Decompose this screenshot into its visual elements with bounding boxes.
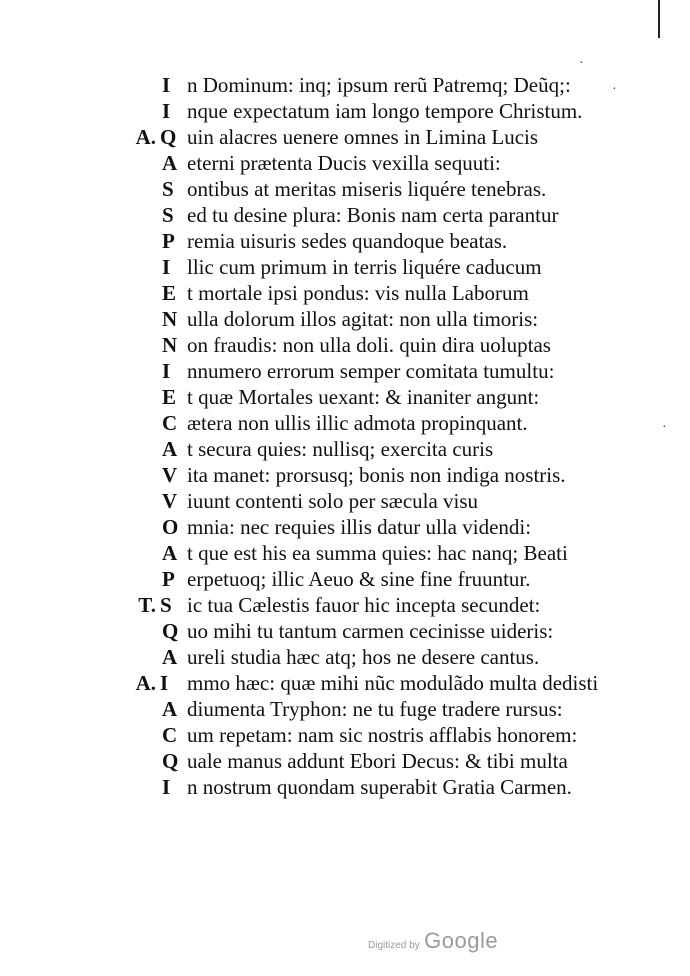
verse-text: ic tua Cælestis fauor hic incepta secundet: <box>187 593 541 617</box>
verse-line <box>0 280 690 306</box>
google-brand: Google <box>424 928 499 953</box>
verse-text: n Dominum: inq; ipsum rerũ Patremq; Deũq;: <box>187 73 571 97</box>
verse-line <box>0 358 690 384</box>
verse-line <box>0 670 690 696</box>
verse-initial: N <box>162 307 178 331</box>
verse-line <box>0 306 690 332</box>
verse-text: llic cum primum in terris liquére caducum <box>187 255 542 279</box>
verse-line <box>0 436 690 462</box>
digitized-by-label: Digitized by <box>368 940 420 951</box>
verse-initial: V <box>162 489 178 513</box>
verse-line <box>0 254 690 280</box>
verse-text: erpetuoq; illic Aeuo & sine fine fruuntur. <box>187 567 531 591</box>
verse-text: ætera non ullis illic admota propinquant. <box>187 411 528 435</box>
speaker-marker: A. <box>135 671 156 695</box>
verse-initial: E <box>162 281 177 305</box>
verse-initial: I <box>162 359 171 383</box>
verse-line <box>0 384 690 410</box>
verse-text: on fraudis: non ulla doli. quin dira uoluptas <box>187 333 551 357</box>
verse-text: t que est his ea summa quies: hac nanq; Beati <box>187 541 568 565</box>
ink-speck: · <box>612 82 617 97</box>
verse-initial: S <box>160 593 172 617</box>
verse-initial: I <box>162 73 171 97</box>
verse-text: mmo hæc: quæ mihi nũc modulãdo multa dedisti <box>187 671 599 695</box>
speaker-marker: T. <box>138 593 156 617</box>
verse-text: uo mihi tu tantum carmen cecinisse uideris: <box>187 619 554 643</box>
verse-line <box>0 228 690 254</box>
verse-line <box>0 696 690 722</box>
verse-text: iuunt contenti solo per sæcula visu <box>187 489 479 513</box>
verse-text: um repetam: nam sic nostris afflabis honorem: <box>187 723 578 747</box>
verse-text: mnia: nec requies illis datur ulla videndi: <box>187 515 532 539</box>
verse-initial: I <box>162 775 171 799</box>
ink-speck: · <box>662 420 667 435</box>
verse-initial: A <box>162 697 178 721</box>
verse-initial: A <box>162 541 178 565</box>
verse-text: remia uisuris sedes quandoque beatas. <box>187 229 508 253</box>
verse-text: nque expectatum iam longo tempore Christum. <box>187 99 583 123</box>
verse-initial: C <box>162 411 178 435</box>
verse-text: t mortale ipsi pondus: vis nulla Laborum <box>187 281 529 305</box>
verse-initial: Q <box>160 125 177 149</box>
ink-speck: · <box>579 56 584 71</box>
verse-initial: I <box>162 99 171 123</box>
speaker-marker: A. <box>135 125 156 149</box>
verse-line <box>0 488 690 514</box>
verse-initial: N <box>162 333 178 357</box>
verse-text: eterni prætenta Ducis vexilla sequuti: <box>187 151 501 175</box>
verse-line <box>0 150 690 176</box>
verse-text: ureli studia hæc atq; hos ne desere cantus. <box>187 645 540 669</box>
verse-line <box>0 410 690 436</box>
verse-line <box>0 176 690 202</box>
verse-line <box>0 202 690 228</box>
verse-initial: C <box>162 723 178 747</box>
verse-line <box>0 72 690 98</box>
verse-text: t secura quies: nullisq; exercita curis <box>187 437 494 461</box>
verse-line <box>0 566 690 592</box>
verse-text: ontibus at meritas miseris liquére tenebras. <box>187 177 547 201</box>
verse-text: t quæ Mortales uexant: & inaniter angunt: <box>187 385 540 409</box>
digitized-watermark <box>368 928 498 954</box>
page-edge-line <box>658 0 660 38</box>
verse-text: ulla dolorum illos agitat: non ulla timoris: <box>187 307 539 331</box>
verse-line <box>0 514 690 540</box>
verse-initial: P <box>162 229 175 253</box>
verse-initial: O <box>162 515 179 539</box>
verse-line <box>0 722 690 748</box>
verse-text: diumenta Tryphon: ne tu fuge tradere rursus: <box>187 697 563 721</box>
verse-line <box>0 618 690 644</box>
verse-line <box>0 644 690 670</box>
verse-line <box>0 774 690 800</box>
verse-line <box>0 748 690 774</box>
verse-initial: I <box>162 255 171 279</box>
verse-text: ed tu desine plura: Bonis nam certa parantur <box>187 203 559 227</box>
verse-initial: V <box>162 463 178 487</box>
verse-text: uin alacres uenere omnes in Limina Lucis <box>187 125 539 149</box>
verse-text: n nostrum quondam superabit Gratia Carmen. <box>187 775 572 799</box>
verse-initial: A <box>162 151 178 175</box>
verse-line <box>0 98 690 124</box>
verse-line <box>0 462 690 488</box>
verse-line <box>0 124 690 150</box>
verse-initial: S <box>162 177 174 201</box>
verse-text: uale manus addunt Ebori Decus: & tibi multa <box>187 749 568 773</box>
verse-text: nnumero errorum semper comitata tumultu: <box>187 359 555 383</box>
verse-text: ita manet: prorsusq; bonis non indiga nostris. <box>187 463 566 487</box>
verse-initial: P <box>162 567 175 591</box>
verse-initial: E <box>162 385 177 409</box>
verse-initial: Q <box>162 619 179 643</box>
verse-initial: A <box>162 645 178 669</box>
verse-initial: I <box>160 671 169 695</box>
verse-initial: A <box>162 437 178 461</box>
verse-line <box>0 592 690 618</box>
verse-line <box>0 332 690 358</box>
verse-initial: S <box>162 203 174 227</box>
verse-initial: Q <box>162 749 179 773</box>
verse-line <box>0 540 690 566</box>
